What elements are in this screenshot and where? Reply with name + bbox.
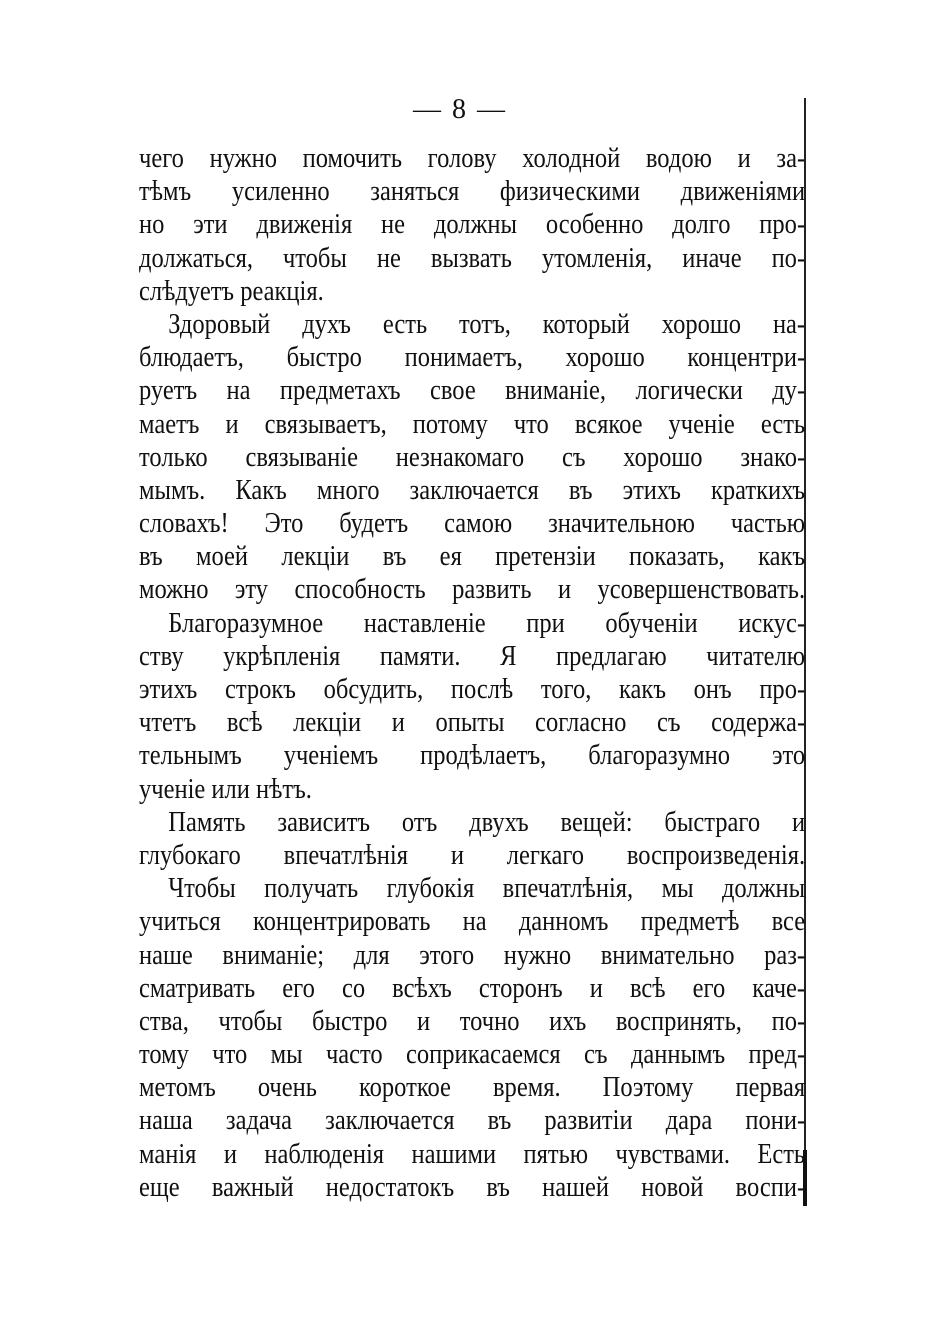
text-line: можно эту способность развить и усовершенствовать. xyxy=(139,574,806,606)
text-line: руетъ на предметахъ свое вниманіе, логически ду- xyxy=(139,375,806,407)
text-line: сматривать его со всѣхъ сторонъ и всѣ его каче- xyxy=(139,972,806,1004)
text-line: наша задача заключается въ развитіи дара пони- xyxy=(139,1105,806,1137)
text-line: должаться, чтобы не вызвать утомленія, иначе по- xyxy=(139,242,806,274)
text-line: еще важный недостатокъ въ нашей новой воспи- xyxy=(139,1171,806,1203)
text-line: этихъ строкъ обсудить, послѣ того, какъ онъ про- xyxy=(139,674,806,705)
text-line: ученіе или нѣтъ. xyxy=(139,773,312,805)
text-line: блюдаетъ, быстро понимаетъ, хорошо концентри- xyxy=(139,342,806,374)
text-line: Чтобы получать глубокія впечатлѣнія, мы должны xyxy=(168,873,806,905)
text-line: метомъ очень короткое время. Поэтому первая xyxy=(139,1072,806,1104)
text-line: чего нужно помочить голову холодной водою и за- xyxy=(139,143,806,174)
text-line: словахъ! Это будетъ самою значительною частью xyxy=(139,508,806,540)
text-line: въ моей лекціи въ ея претензіи показать, какъ xyxy=(139,541,806,573)
paragraph xyxy=(139,607,805,806)
text-line: только связываніе незнакомаго съ хорошо знако- xyxy=(139,441,806,473)
text-line: мымъ. Какъ много заключается въ этихъ краткихъ xyxy=(139,474,806,506)
text-line: слѣдуетъ реакція. xyxy=(139,275,324,307)
paragraph xyxy=(139,872,805,1204)
paragraph xyxy=(139,142,805,308)
text-line: чтетъ всѣ лекціи и опыты согласно съ содержа- xyxy=(139,707,806,739)
paragraph xyxy=(139,308,805,607)
text-line: наше вниманіе; для этого нужно внимательно раз- xyxy=(139,939,806,971)
paragraph xyxy=(139,806,805,872)
text-line: тельнымъ ученіемъ продѣлаетъ, благоразумно это xyxy=(139,740,806,772)
text-line: маетъ и связываетъ, потому что всякое ученіе есть xyxy=(139,408,806,440)
text-line: ству укрѣпленія памяти. Я предлагаю читателю xyxy=(139,640,806,672)
text-line: глубокаго впечатлѣнія и легкаго воспроизведенія. xyxy=(139,839,806,871)
text-line: учиться концентрировать на данномъ предметѣ все xyxy=(139,906,806,938)
text-line: тѣмъ усиленно заняться физическими движеніями xyxy=(139,176,806,208)
body-text xyxy=(139,142,805,1204)
text-line: Здоровый духъ есть тотъ, который хорошо на- xyxy=(168,308,806,340)
text-line: но эти движенія не должны особенно долго про- xyxy=(139,209,806,241)
text-line: ства, чтобы быстро и точно ихъ воспринять, по- xyxy=(139,1005,806,1037)
page-number: — 8 — xyxy=(413,94,507,125)
text-line: Благоразумное наставленіе при обученіи искус- xyxy=(168,607,806,639)
text-line: тому что мы часто соприкасаемся съ даннымъ пред- xyxy=(139,1039,806,1071)
text-line: манія и наблюденія нашими пятью чувствами. Есть xyxy=(139,1138,806,1170)
text-line: Память зависитъ отъ двухъ вещей: быстраго и xyxy=(168,806,806,838)
